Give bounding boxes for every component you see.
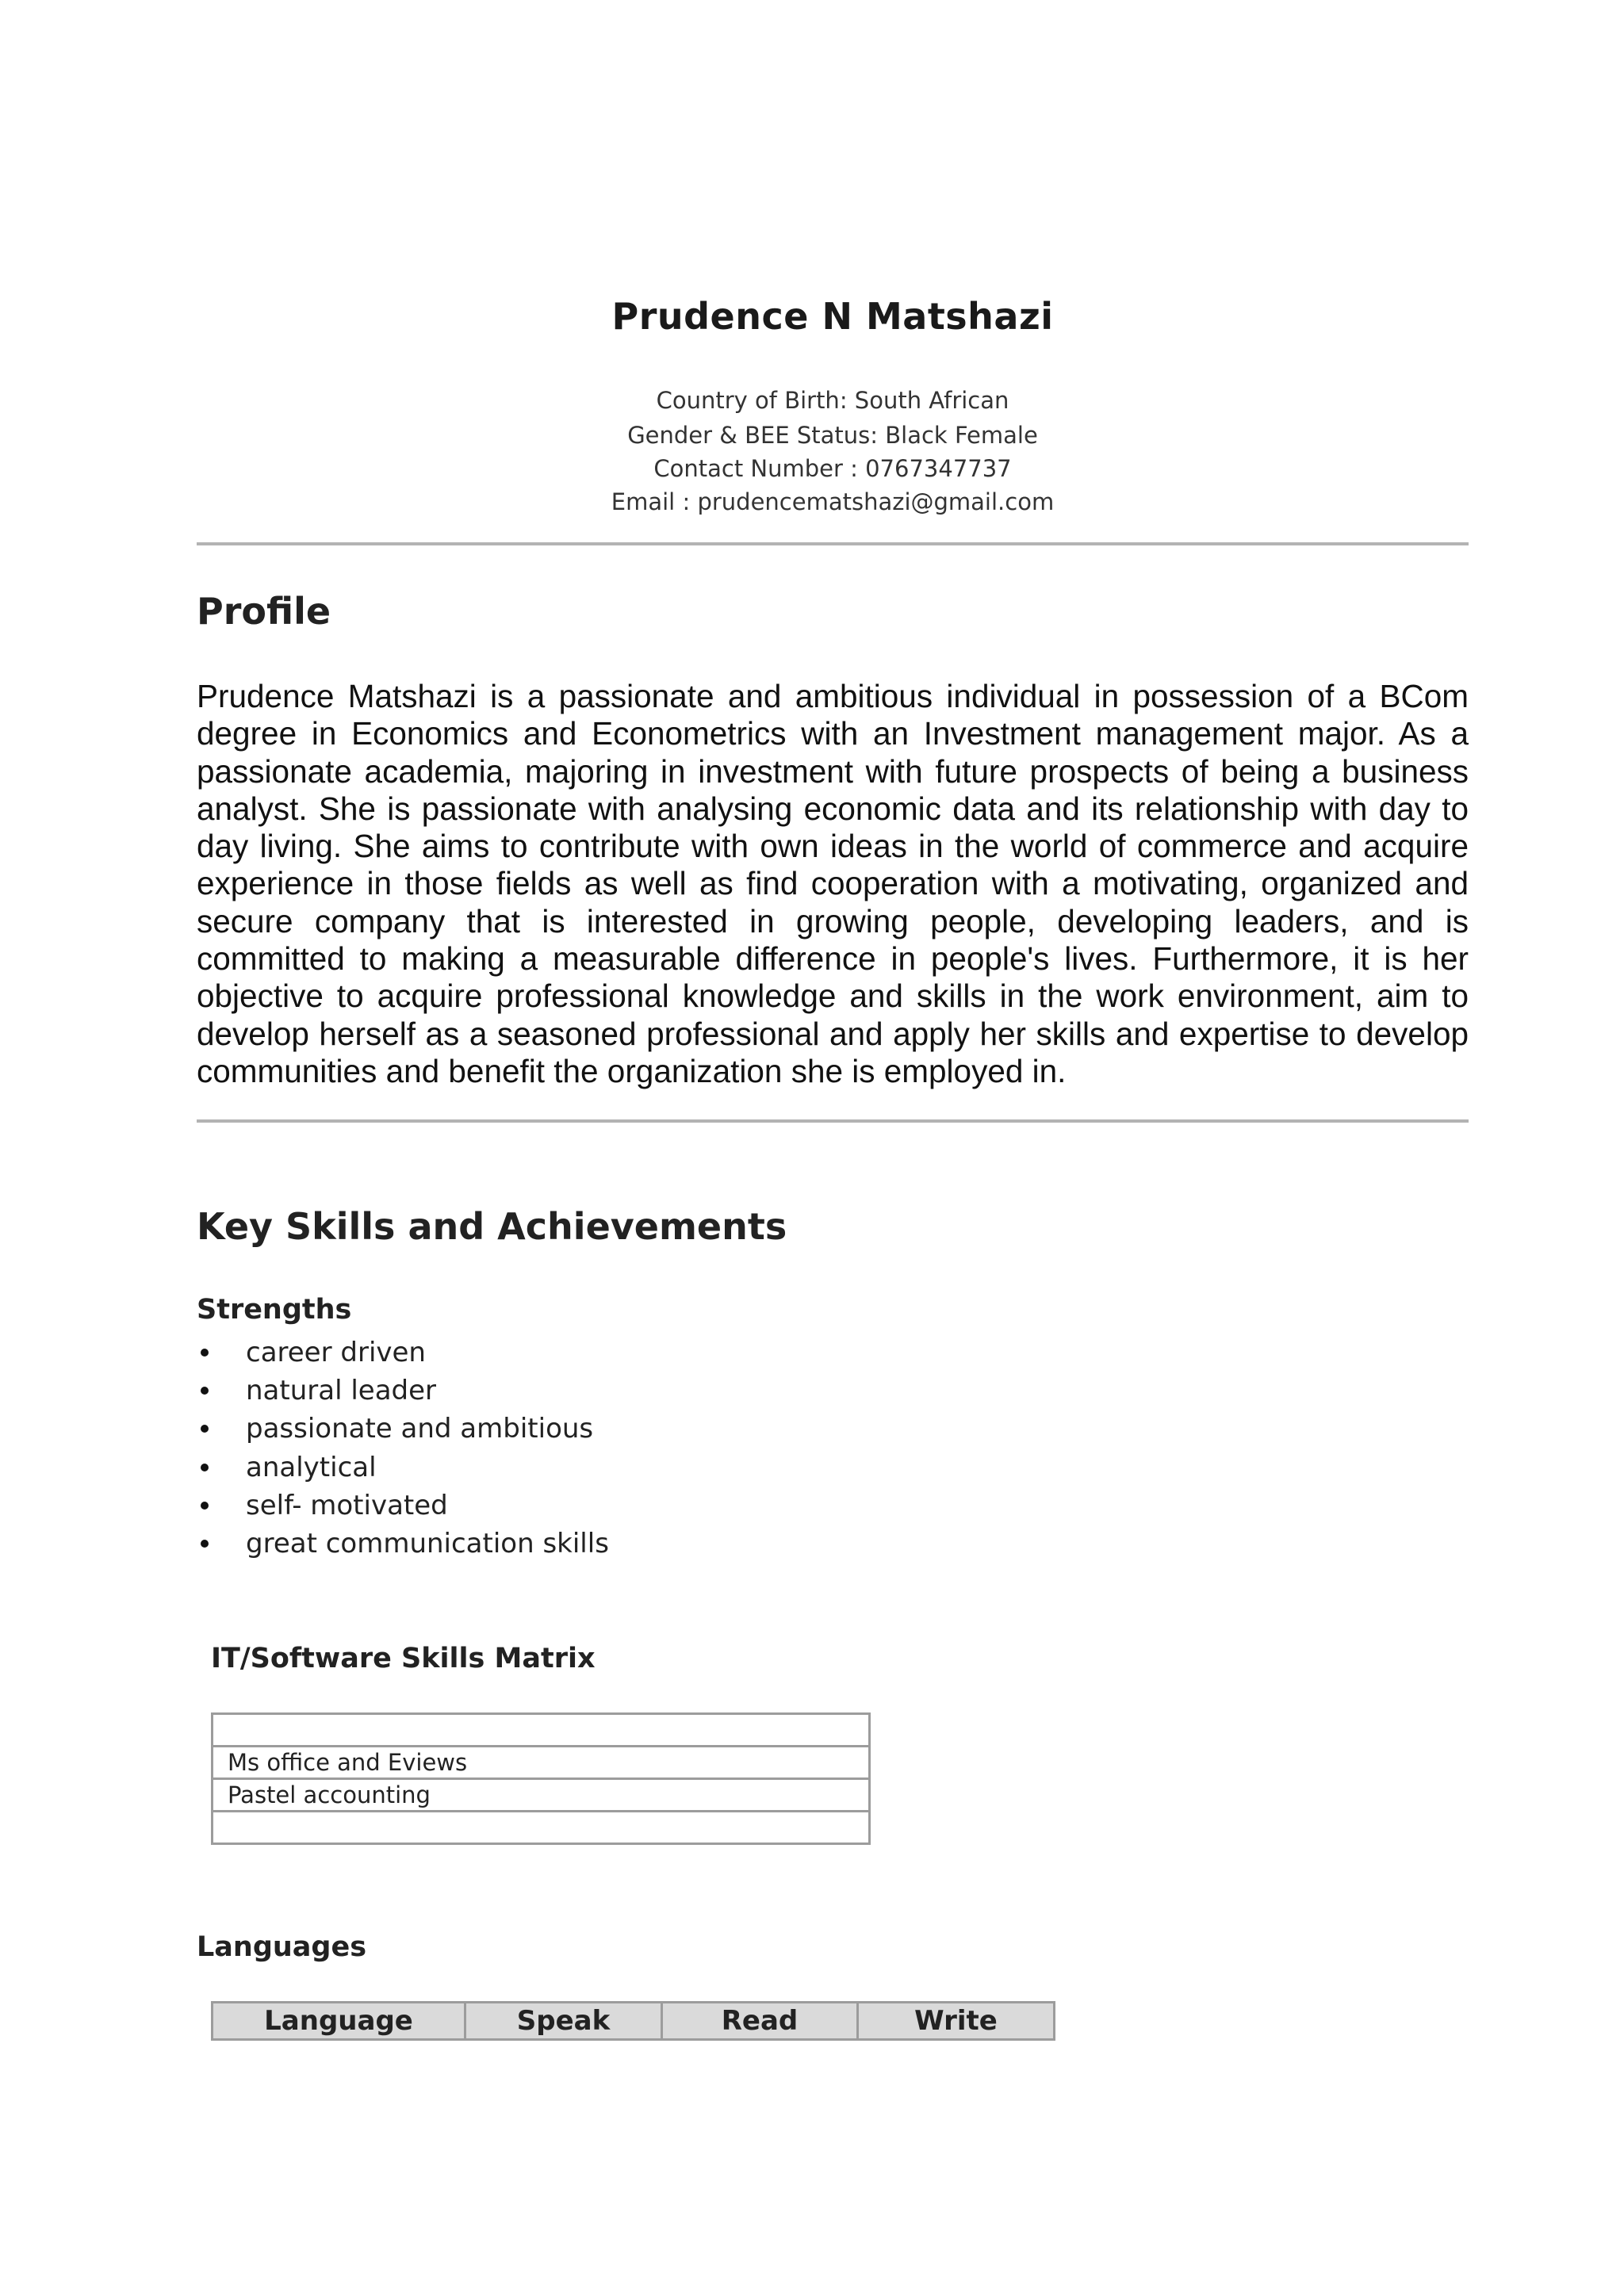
strength-label: great communication skills	[246, 1527, 609, 1559]
contact-number: Contact Number : 0767347737	[653, 455, 1012, 482]
it-skills-table	[211, 1712, 871, 1845]
it-skills-heading: IT/Software Skills Matrix	[211, 1643, 596, 1674]
bullet-icon	[201, 1425, 209, 1433]
language-column-header: Language	[213, 2003, 465, 2040]
speak-column-header: Speak	[465, 2003, 662, 2040]
profile-divider	[197, 1119, 1469, 1123]
country-of-birth: Country of Birth: South African	[656, 387, 1009, 414]
strengths-list	[197, 1334, 609, 1563]
key-skills-heading: Key Skills and Achievements	[197, 1205, 787, 1248]
languages-table	[211, 2001, 1055, 2041]
table-header-row	[213, 2003, 1055, 2040]
table-row	[213, 1747, 870, 1779]
table-row	[213, 1714, 870, 1747]
profile-text: Prudence Matshazi is a passionate and ambitious individual in possession of a BCom degree in Economics and Econometrics with an Investment management major. As a passionate academia, majoring in investment with future prospects of being a business analyst. She is passionate with analysing economic data and its relationship with day to day living. She aims to contribute with own ideas in the world of commerce and acquire experience in those fields as well as find cooperation with a motivating, organized and secure company that is interested in growing people, developing leaders, and is committed to making a measurable difference in people's lives. Furthermore, it is her objective to acquire professional knowledge and skills in the work environment, aim to develop herself as a seasoned professional and apply her skills and expertise to develop communities and benefit the organization she is employed in.	[197, 678, 1469, 1089]
read-column-header: Read	[662, 2003, 858, 2040]
write-column-header: Write	[858, 2003, 1055, 2040]
strength-label: career driven	[246, 1337, 426, 1368]
gender-bee-status: Gender & BEE Status: Black Female	[627, 422, 1038, 449]
bullet-icon	[201, 1464, 209, 1471]
bullet-icon	[201, 1387, 209, 1395]
header-divider	[197, 542, 1469, 545]
table-cell: Ms office and Eviews	[213, 1747, 870, 1779]
bullet-icon	[201, 1502, 209, 1510]
table-cell	[213, 1714, 870, 1747]
languages-heading: Languages	[197, 1931, 367, 1963]
table-row	[213, 1779, 870, 1812]
strength-label: self- motivated	[246, 1489, 448, 1521]
strength-label: analytical	[246, 1451, 377, 1483]
table-cell	[213, 1812, 870, 1844]
profile-heading: Profile	[197, 590, 331, 633]
table-row	[213, 1812, 870, 1844]
table-cell: Pastel accounting	[213, 1779, 870, 1812]
list-item	[197, 1334, 609, 1372]
email-address: Email : prudencematshazi@gmail.com	[611, 488, 1055, 515]
bullet-icon	[201, 1349, 209, 1357]
strength-label: natural leader	[246, 1375, 437, 1407]
list-item	[197, 1410, 609, 1448]
list-item	[197, 1448, 609, 1487]
list-item	[197, 1487, 609, 1525]
strength-label: passionate and ambitious	[246, 1413, 594, 1445]
bullet-icon	[201, 1540, 209, 1548]
strengths-heading: Strengths	[197, 1294, 352, 1326]
candidate-name: Prudence N Matshazi	[611, 295, 1054, 338]
list-item	[197, 1525, 609, 1563]
list-item	[197, 1372, 609, 1410]
